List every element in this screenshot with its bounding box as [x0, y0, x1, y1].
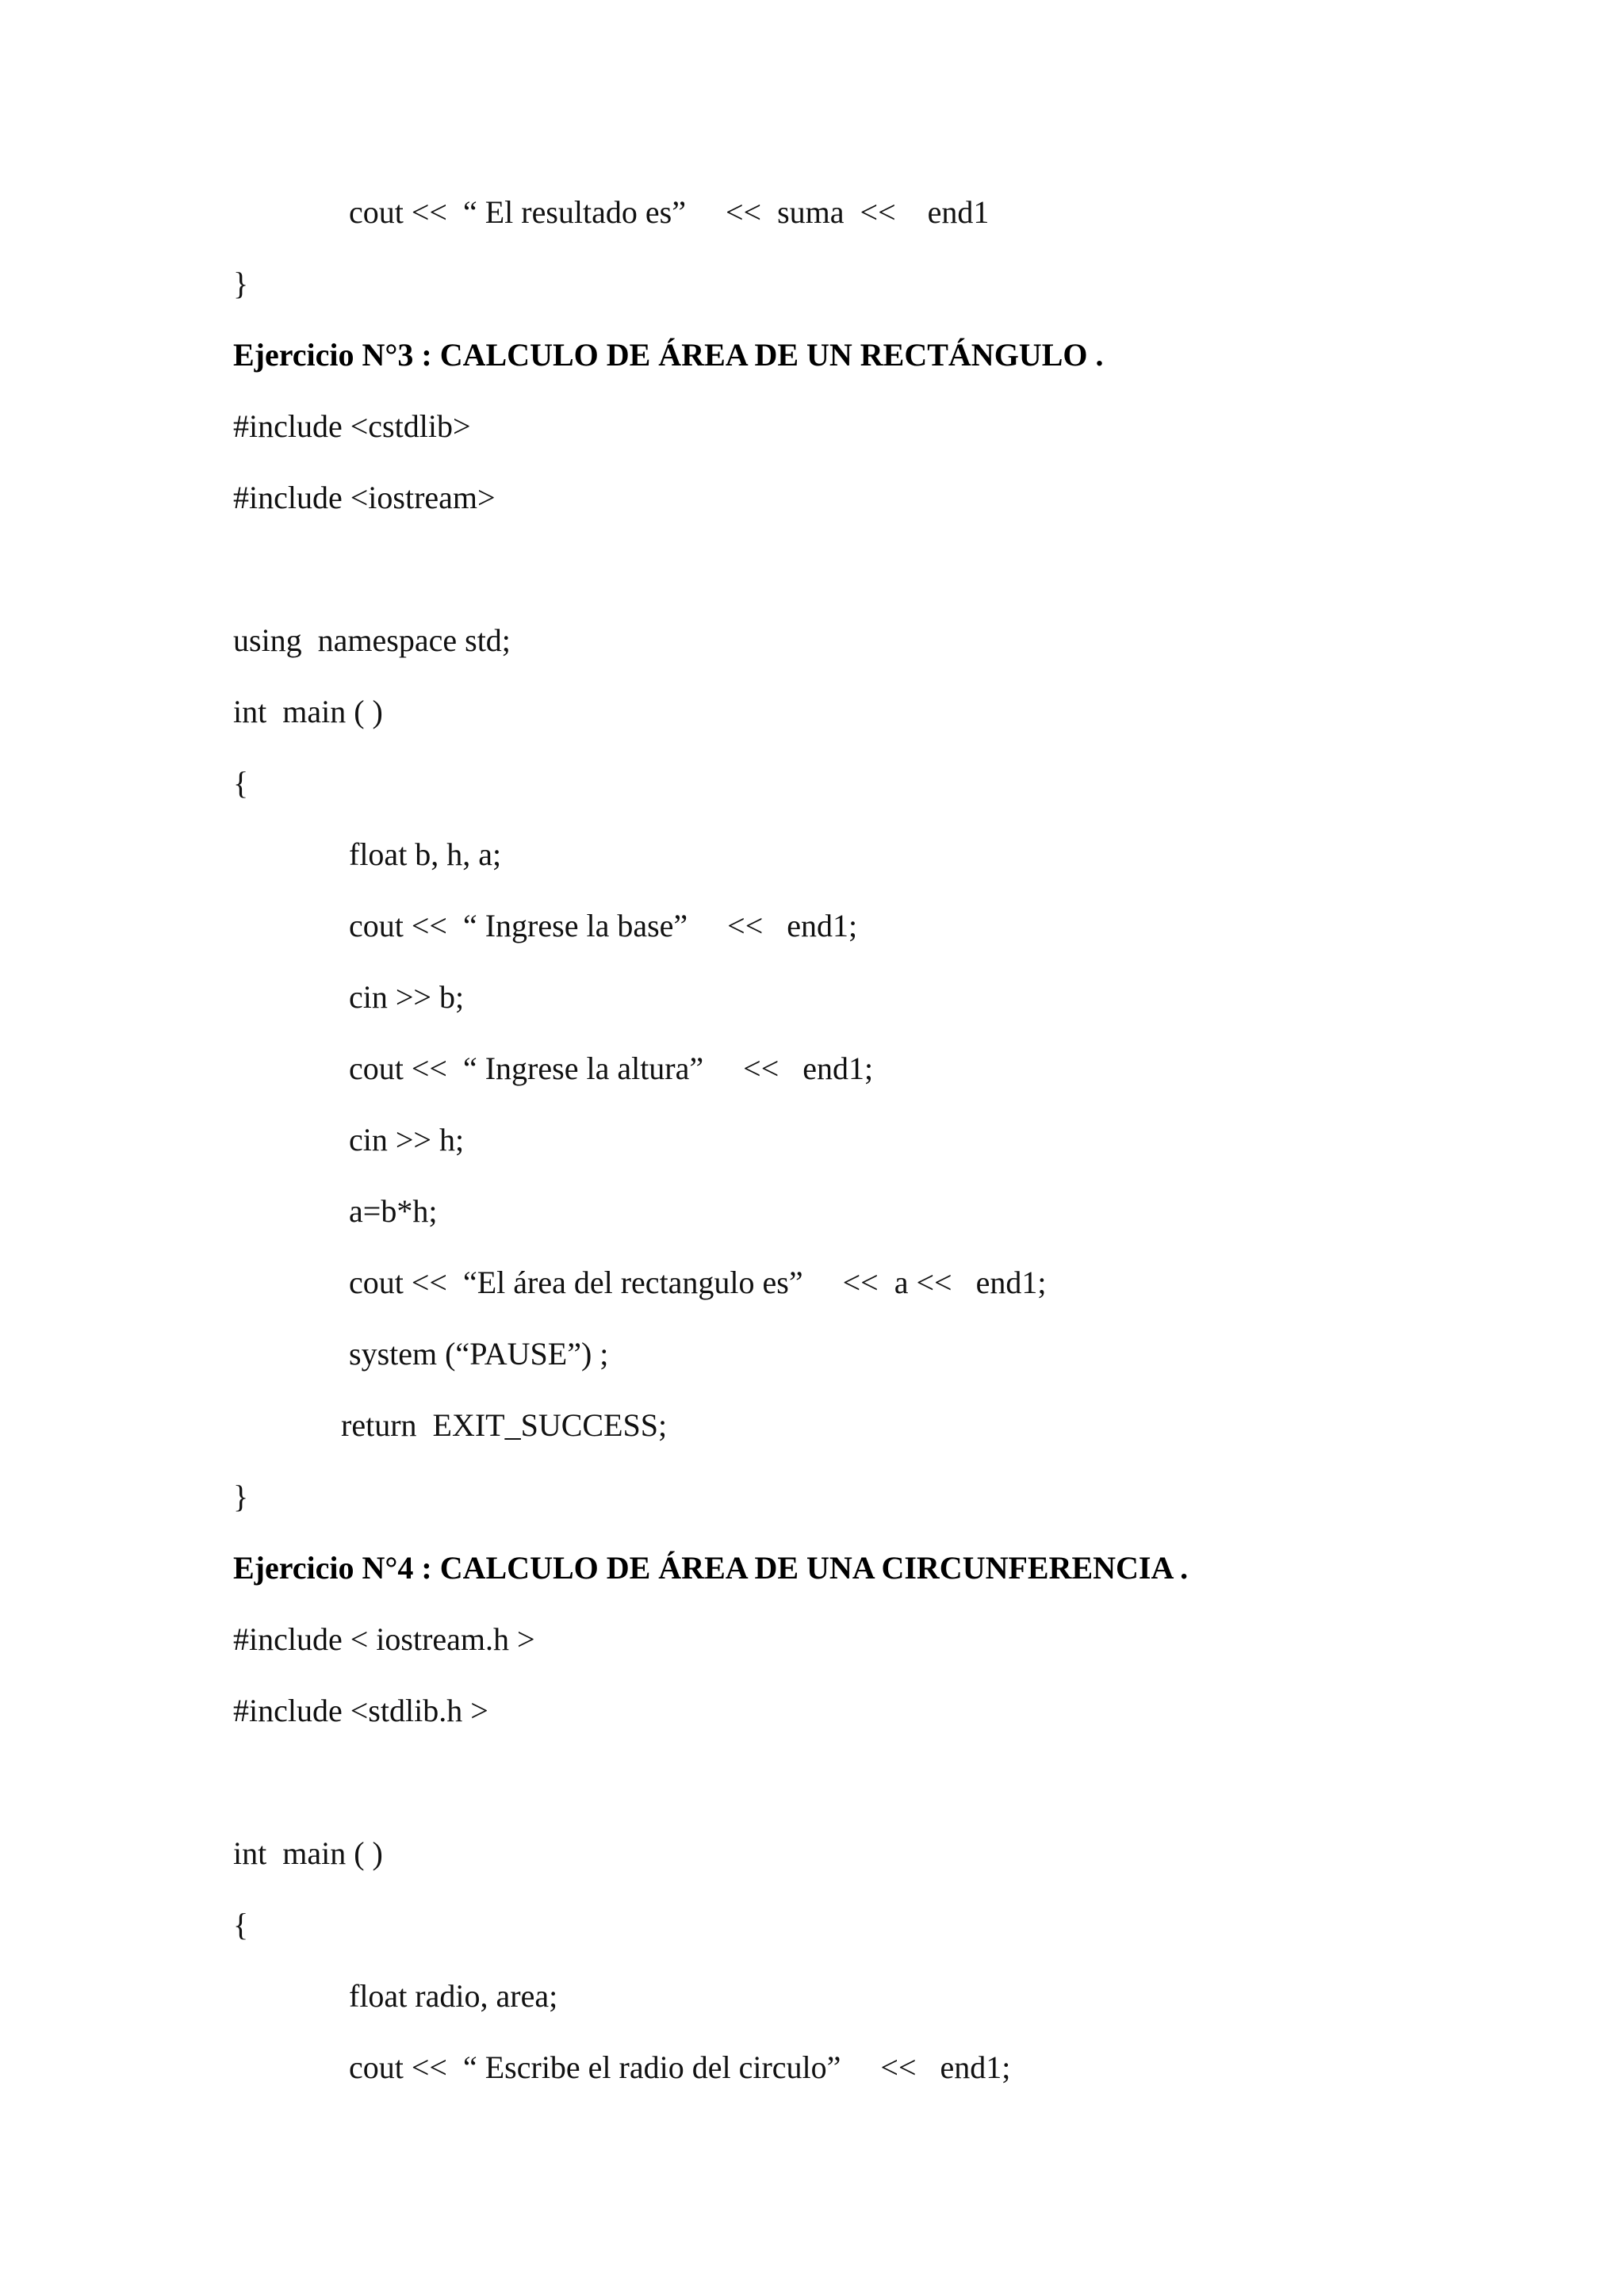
code-line: int main ( )	[233, 694, 383, 729]
code-line: return EXIT_SUCCESS;	[341, 1407, 668, 1443]
code-line: #include <stdlib.h >	[233, 1693, 488, 1728]
code-line: {	[233, 1907, 249, 1942]
code-line: cin >> b;	[349, 979, 465, 1015]
code-line: {	[233, 765, 249, 801]
code-line: cout << “ El resultado es” << suma << end1	[349, 194, 990, 230]
code-line: cout << “ Ingrese la base” << end1;	[349, 908, 858, 943]
code-line: cout << “ Ingrese la altura” << end1;	[349, 1050, 874, 1086]
code-line: cin >> h;	[349, 1122, 465, 1158]
code-line: a=b*h;	[349, 1193, 438, 1229]
section-heading: Ejercicio N°3 : CALCULO DE ÁREA DE UN RECTÁNGULO .	[233, 337, 1104, 373]
code-line: float radio, area;	[349, 1978, 558, 2014]
code-line: }	[233, 1479, 249, 1514]
code-line: cout << “ Escribe el radio del circulo” << end1;	[349, 2049, 1011, 2085]
code-line: int main ( )	[233, 1835, 383, 1871]
code-line: using namespace std;	[233, 622, 511, 658]
code-line: cout << “El área del rectangulo es” << a << end1;	[349, 1265, 1047, 1300]
code-line: #include <cstdlib>	[233, 408, 471, 444]
code-line: #include < iostream.h >	[233, 1621, 535, 1657]
section-heading: Ejercicio N°4 : CALCULO DE ÁREA DE UNA CIRCUNFERENCIA .	[233, 1550, 1189, 1586]
code-line: }	[233, 266, 249, 301]
code-line: float b, h, a;	[349, 836, 502, 872]
code-line: #include <iostream>	[233, 480, 496, 515]
code-line: system (“PAUSE”) ;	[349, 1336, 609, 1372]
